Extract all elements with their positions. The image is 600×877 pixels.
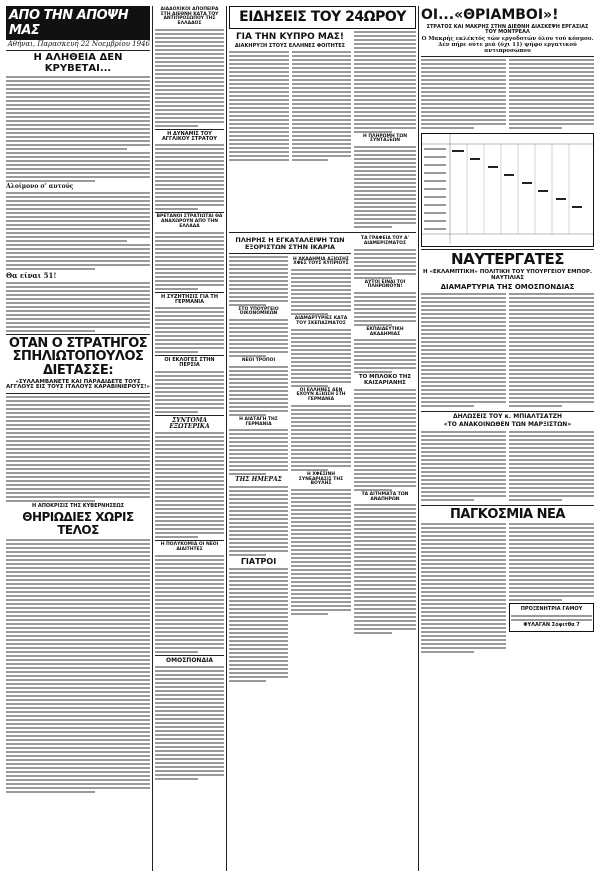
masthead: ΑΠΟ ΤΗΝ ΑΠΟΨΗ ΜΑΣ [6,6,150,40]
article-text [354,249,416,279]
headline: ΟΙ ΕΚΛΟΓΕΣ ΣΤΗΝ ΠΕΡΣΙΑ [164,357,215,369]
article-text [421,431,506,503]
article-text [155,555,224,653]
headline: ΠΛΗΡΗΣ Η ΕΓΚΑΤΑΛΕΙΨΗ ΤΩΝ ΕΞΟΡΙΣΤΩΝ ΣΤΗΝ ΙΚΑΡΙΑ [235,236,345,251]
headline: Η ΔΥΝΑΜΙΣ ΤΟΥ ΑΓΓΛΙΚΟΥ ΣΤΡΑΤΟΥ [161,130,218,143]
headline: ΟΙ ΕΛΛΗΝΕΣ ΔΕΝ ΕΧΟΥΝ ΑΞΙΩΣΗ ΣΤΗ ΓΕΡΜΑΝΙΑ [296,387,346,403]
kicker: Η ΑΠΟΚΡΙΣΙΣ ΤΗΣ ΚΥΒΕΡΝΗΣΕΩΣ [31,503,125,510]
article-text [291,405,351,471]
article-text [155,144,224,210]
headline: Η ΔΙΑΤΑΓΗ ΤΗΣ ΓΕΡΜΑΝΙΑ [239,416,278,427]
headline: ΟΜΟΣΠΟΝΔΙΑ [166,656,213,664]
article-text [155,371,224,413]
headline: ΘΗΡΙΩΔΙΕΣ ΧΩΡΙΣ ΤΕΛΟΣ [22,510,134,537]
article-text [155,432,224,538]
banner: ΟΙ...«ΘΡΙΑΜΒΟΙ»! [421,7,559,23]
article-text [6,76,150,182]
article-text [229,366,288,416]
article-text [421,59,506,131]
column-1 [6,6,150,795]
article-text [6,192,150,270]
article-text [229,486,288,556]
headline: ΤΟ ΜΠΛΟΚΟ ΤΗΣ ΚΑΙΣΑΡΙΑΝΗΣ [358,374,412,387]
headline: ΕΚΠΑΙΔΕΥΤΙΚΗ ΑΚΑΔΗΜΙΑΣ [366,327,404,337]
headline: ΔΙΑΜΑΡΤΥΡΙΕΣ ΚΑΤΑ ΤΟΥ ΣΚΕΠΑΣΜΑΤΟΣ [294,316,348,326]
column-rule [226,6,227,871]
statistics-grid [422,134,593,244]
banner-box [229,6,416,29]
article-text [229,51,351,163]
article-text [354,389,416,491]
headline: ΤΗΣ ΗΜΕΡΑΣ [235,476,282,484]
column-rule [152,6,153,871]
article-text [229,256,288,306]
article-text [421,523,506,655]
article-text [155,232,224,290]
ad-headline: ΠΡΟΞΕΝΗΤΡΙΑ ΓΑΜΟΥ [520,606,583,613]
subheadline: «ΤΟ ΑΝΑΚΟΙΝΩΘΕΝ ΤΩΝ ΜΑΡΞΙΣΤΩΝ» [443,421,572,429]
subhead: Αλοίμονο σ' αυτούς [6,183,74,190]
article-text [291,489,351,615]
headline: Η ΠΟΛΥΚΟΜΙΑ ΟΙ ΝΕΟΙ ΔΙΑΙΤΗΤΕΣ [160,542,219,552]
ad-text [511,615,592,621]
article-text [354,339,416,373]
headline: Η ΣΥΖΗΤΗΣΙΣ ΓΙΑ ΤΗ ΓΕΡΜΑΝΙΑ [160,293,219,305]
newspaper-page [6,6,594,871]
subhead: Θα είναι 51! [6,271,57,281]
headline: ΠΑΓΚΟΣΜΙΑ ΝΕΑ [450,506,565,522]
subheadline: ΔΙΑΚΗΡΥΞΗ ΣΤΟΥΣ ΕΛΛΗΝΕΣ ΦΟΙΤΗΤΕΣ [234,43,346,50]
headline: Η ΧΦΕΣΙΝΗ ΣΥΝΕΔΡΙΑΣΙΣ ΤΗΣ ΒΟΥΛΗΣ [298,471,344,487]
headline: ΝΕΟΙ ΤΡΟΠΟΙ [241,358,276,364]
big-headline: ΟΤΑΝ Ο ΣΤΡΑΤΗΓΟΣ ΣΠΗΛΙΩΤΟΠΟΥΛΟΣ ΔΙΕΤΑΣΣΕ: [8,335,148,378]
column-3 [229,6,416,684]
article-text [6,282,150,332]
headline: ΓΙΑ ΤΗΝ ΚΥΠΡΟ ΜΑΣ! [235,31,345,42]
dateline: Αθήναι, Παρασκευή 22 Νοεμβρίου 1946 [7,40,150,48]
statistics-table [421,133,594,247]
headline: ΣΤΟ ΥΠΟΥΡΓΕΙΟ ΟΙΚΟΝΟΜΙΚΩΝ [238,306,279,317]
headline: ΔΗΛΩΣΕΙΣ ΤΟΥ κ. ΜΠΙΑΛΤΣΑΤΖΗ [452,413,563,421]
article-text [354,292,416,326]
column-2 [155,6,224,782]
article-text [354,31,416,133]
big-subheadline: «ΣΥΛΛΑΜΒΑΝΕΤΕ ΚΑΙ ΠΑΡΑΔΙΔΕΤΕ ΤΟΥΣ ΑΓΓΛΟΥΣ ΕΙΣ ΤΟΥΣ ΙΤΑΛΟΥΣ ΚΑΡΑΒΙΝΙΕΡΟΥΣ!» [6,378,151,391]
article-text [6,539,150,793]
lead-headline: Η ΑΛΗΘΕΙΑ ΔΕΝ ΚΡΥΒΕΤΑΙ... [33,52,123,74]
headline: Η ΠΛΗΡΩΜΗ ΤΩΝ ΣΥΝΤΑΞΕΩΝ [363,133,407,144]
headline: ΣΥΝΤΟΜΑ ΕΞΩΤΕΡΙΚΑ [169,416,210,430]
article-text [354,146,416,228]
article-text [509,293,594,409]
article-text [291,269,351,315]
deck: Ο Μακρής εκλέκτός τών εργοδοτών όλου τού κόσμου. Δέν πήρε ούτε μιά (όχι 11) ψήφο εργατικού αντιπροσώπου [421,36,594,54]
headline: Η ΑΚΑΔΗΜΙΑ ΑΞΙΩΣΗΣ ΧΦΕΣ ΤΟΥΣ ΚΥΠΡΙΟΥΣ [293,256,349,267]
deck: ΔΙΑΜΑΡΤΥΡΙΑ ΤΗΣ ΟΜΟΣΠΟΝΔΙΑΣ [440,282,575,291]
box-headline: ΔΙΑΔΟΧΙΚΟΙ ΑΠΟΠΕΙΡΑ ΣΤΗ ΔΙΕΘΝΗ ΚΑΤΑ ΤΟΥ ΑΝΤΙΠΡΟΣΩΠΟΥ ΤΗΣ ΕΛΛΑΔΟΣ [160,7,219,27]
banner: ΕΙΔΗΣΕΙΣ ΤΟΥ 24ΩΡΟΥ [239,9,406,25]
article-text [509,523,594,601]
column-rule [418,6,419,871]
article-text [509,59,594,131]
article-text [229,429,288,475]
column-4 [421,6,594,655]
headline: ΤΑ ΓΡΑΦΕΙΑ ΤΟΥ Α' ΔΙΑΜΕΡΙΣΜΑΤΟΣ [361,236,409,246]
article-text [509,431,594,503]
ad-line: ΦΥΛΑΓΑΝ Σόφιτθα 7 [523,621,580,628]
article-text [6,396,150,502]
subheadline: Η «ΕΚΛΑΜΠΤΙΚΗ» ΠΟΛΙΤΙΚΗ ΤΟΥ ΥΠΟΥΡΓΕΙΟΥ ΕΜΠΟΡ. ΝΑΥΤΙΛΙΑΣ [422,269,593,281]
advertisement-box [509,603,594,632]
article-text [354,504,416,634]
headline: ΤΑ ΑΙΤΗΜΑΤΑ ΤΩΝ ΑΝΑΠΗΡΩΝ [361,491,409,502]
headline: ΓΙΑΤΡΟΙ [240,556,277,566]
headline: ΝΑΥΤΕΡΓΑΤΕΣ [451,250,564,269]
article-text [229,568,288,682]
article-text [291,329,351,387]
article-text [155,29,224,127]
banner-subheadline: ΣΤΡΑΤΟΣ ΚΑΙ ΜΑΚΡΗΣ ΣΤΗΝ ΔΙΕΘΝΗ ΔΙΑΣΚΕΨΗ ΕΡΓΑΣΙΑΣ ΤΟΥ ΜΟΝΤΡΕΑΛ [426,23,589,35]
article-text [155,666,224,780]
headline: ΒΡΕΤΑΝΟΙ ΣΤΡΑΤΙΩΤΑΙ ΘΑ ΑΝΑΧΩΡΟΥΝ ΑΠΟ ΤΗΝ ΕΛΛΑΔΑ [156,214,223,229]
article-text [229,319,288,357]
article-text [421,293,506,409]
article-text [155,307,224,353]
headline: ΑΥΤΟΙ ΕΙΝΑΙ ΤΟΙ ΠΛΗΡΩΝΟΥΝ! [364,279,406,290]
